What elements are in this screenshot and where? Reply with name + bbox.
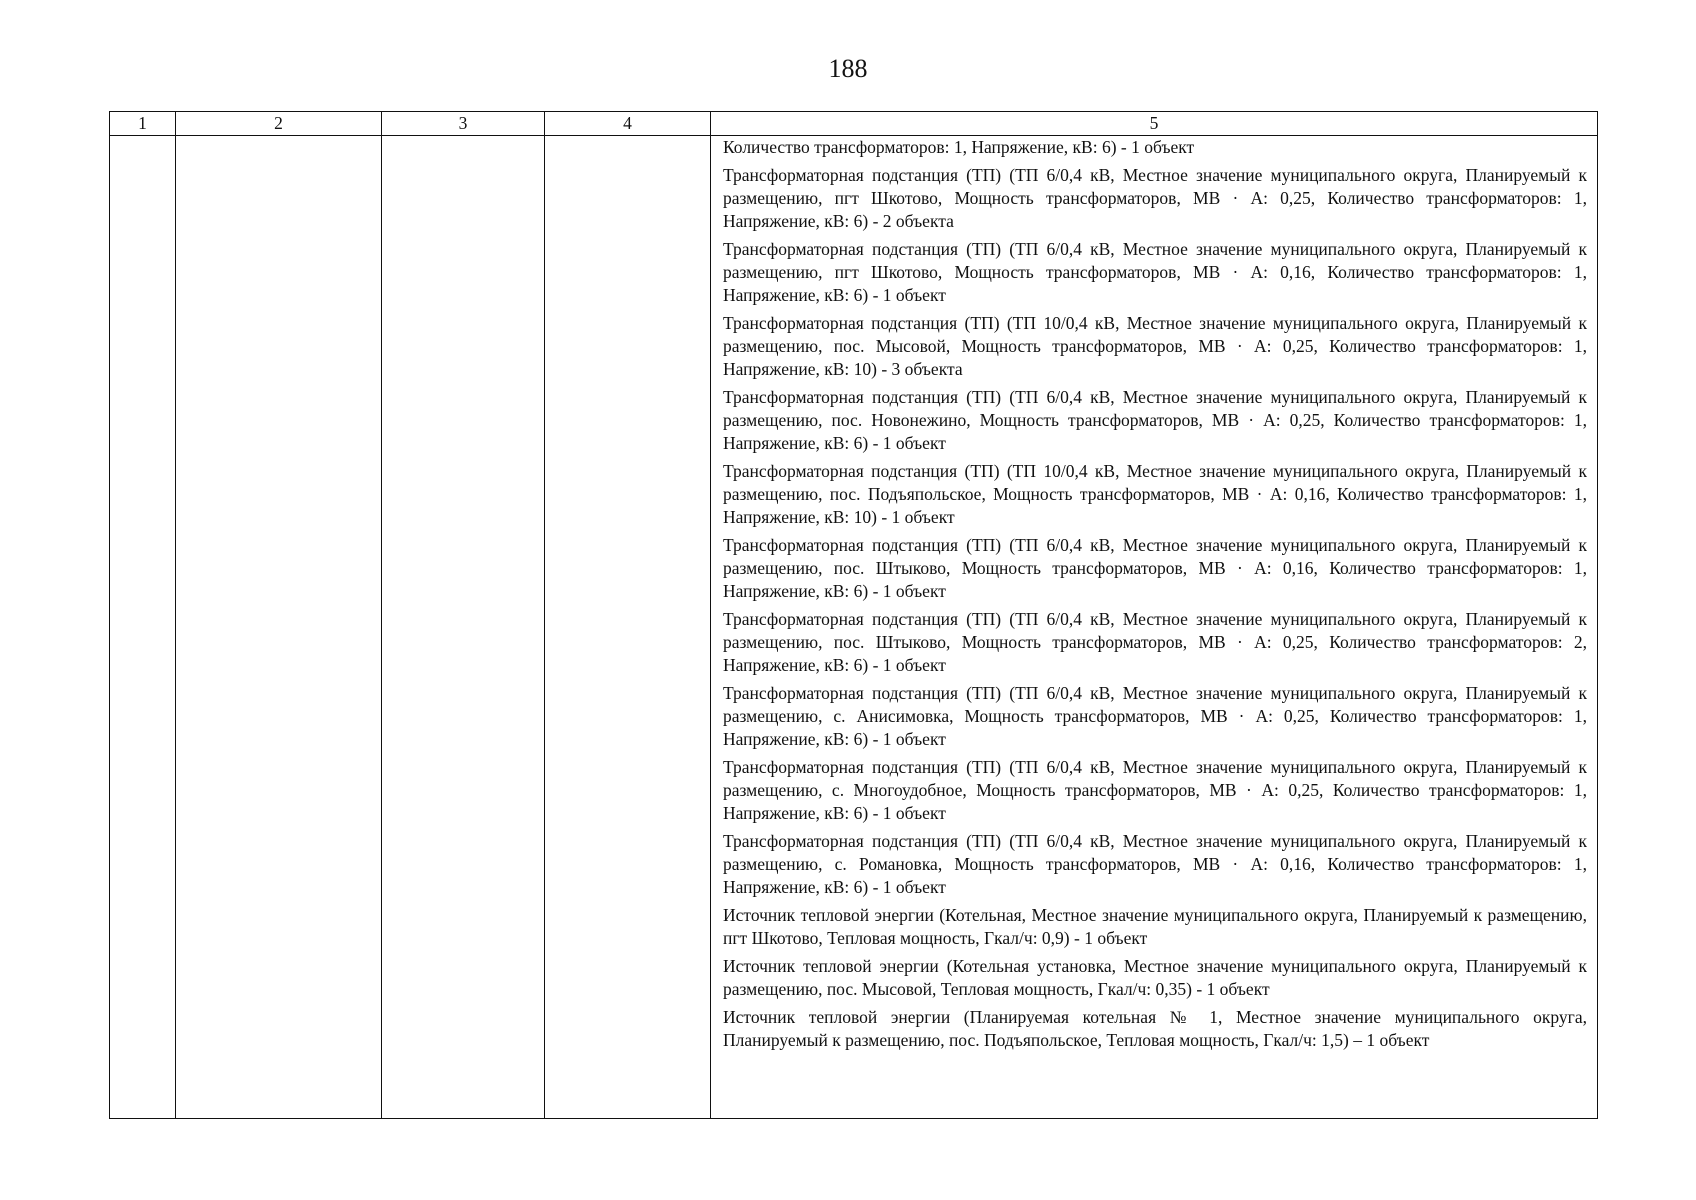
object-entry: Источник тепловой энергии (Котельная установка, Местное значение муниципального округа, Планируемый к размещению, пос. Мысовой, Тепловая мощность, Гкал/ч: 0,35) - 1 объект xyxy=(723,956,1587,999)
object-entry: Трансформаторная подстанция (ТП) (ТП 6/0,4 кВ, Местное значение муниципального округа, Планируемый к размещению, пос. Штыково, Мощность трансформаторов, МВ · А: 0,25, Количество трансформаторов: 2, Напряжение, кВ: 6) - 1 объект xyxy=(723,609,1587,675)
object-entry: Количество трансформаторов: 1, Напряжение, кВ: 6) - 1 объект xyxy=(723,137,1195,157)
table-row xyxy=(110,136,1598,1119)
object-entry: Источник тепловой энергии (Котельная, Местное значение муниципального округа, Планируемый к размещению, пгт Шкотово, Тепловая мощность, Гкал/ч: 0,9) - 1 объект xyxy=(723,905,1587,948)
cell-col-1 xyxy=(110,136,176,1119)
object-entry: Трансформаторная подстанция (ТП) (ТП 6/0,4 кВ, Местное значение муниципального округа, Планируемый к размещению, пос. Штыково, Мощность трансформаторов, МВ · А: 0,16, Количество трансформаторов: 1, Напряжение, кВ: 6) - 1 объект xyxy=(723,535,1587,601)
cell-col-4 xyxy=(545,136,711,1119)
column-header-2: 2 xyxy=(176,112,382,136)
table-header-row xyxy=(110,112,1598,136)
cell-col-5 xyxy=(711,136,1598,1119)
object-entry: Трансформаторная подстанция (ТП) (ТП 6/0,4 кВ, Местное значение муниципального округа, Планируемый к размещению, пос. Новонежино, Мощность трансформаторов, МВ · А: 0,25, Количество трансформаторов: 1, Напряжение, кВ: 6) - 1 объект xyxy=(723,387,1587,453)
page-number: 188 xyxy=(828,54,868,83)
object-entry: Трансформаторная подстанция (ТП) (ТП 6/0,4 кВ, Местное значение муниципального округа, Планируемый к размещению, пгт Шкотово, Мощность трансформаторов, МВ · А: 0,25, Количество трансформаторов: 1, Напряжение, кВ: 6) - 2 объекта xyxy=(723,165,1587,231)
object-entry: Трансформаторная подстанция (ТП) (ТП 10/0,4 кВ, Местное значение муниципального округа, Планируемый к размещению, пос. Подъяпольское, Мощность трансформаторов, МВ · А: 0,16, Количество трансформаторов: 1, Напряжение, кВ: 10) - 1 объект xyxy=(723,461,1587,527)
object-entry: Трансформаторная подстанция (ТП) (ТП 6/0,4 кВ, Местное значение муниципального округа, Планируемый к размещению, пгт Шкотово, Мощность трансформаторов, МВ · А: 0,16, Количество трансформаторов: 1, Напряжение, кВ: 6) - 1 объект xyxy=(723,239,1587,305)
document-table xyxy=(109,111,1598,1119)
object-entry: Трансформаторная подстанция (ТП) (ТП 6/0,4 кВ, Местное значение муниципального округа, Планируемый к размещению, с. Многоудобное, Мощность трансформаторов, МВ · А: 0,25, Количество трансформаторов: 1, Напряжение, кВ: 6) - 1 объект xyxy=(723,757,1587,823)
object-entry: Трансформаторная подстанция (ТП) (ТП 6/0,4 кВ, Местное значение муниципального округа, Планируемый к размещению, с. Анисимовка, Мощность трансформаторов, МВ · А: 0,25, Количество трансформаторов: 1, Напряжение, кВ: 6) - 1 объект xyxy=(723,683,1587,749)
cell-col-3 xyxy=(382,136,545,1119)
column-header-1: 1 xyxy=(110,112,176,136)
cell-col-2 xyxy=(176,136,382,1119)
column-header-5: 5 xyxy=(711,112,1598,136)
object-entry: Источник тепловой энергии (Планируемая котельная № 1, Местное значение муниципального округа, Планируемый к размещению, пос. Подъяпольское, Тепловая мощность, Гкал/ч: 1,5) – 1 объект xyxy=(723,1007,1587,1050)
object-entry: Трансформаторная подстанция (ТП) (ТП 6/0,4 кВ, Местное значение муниципального округа, Планируемый к размещению, с. Романовка, Мощность трансформаторов, МВ · А: 0,16, Количество трансформаторов: 1, Напряжение, кВ: 6) - 1 объект xyxy=(723,831,1587,897)
column-header-4: 4 xyxy=(545,112,711,136)
column-header-3: 3 xyxy=(382,112,545,136)
object-entry: Трансформаторная подстанция (ТП) (ТП 10/0,4 кВ, Местное значение муниципального округа, Планируемый к размещению, пос. Мысовой, Мощность трансформаторов, МВ · А: 0,25, Количество трансформаторов: 1, Напряжение, кВ: 10) - 3 объекта xyxy=(723,313,1587,379)
